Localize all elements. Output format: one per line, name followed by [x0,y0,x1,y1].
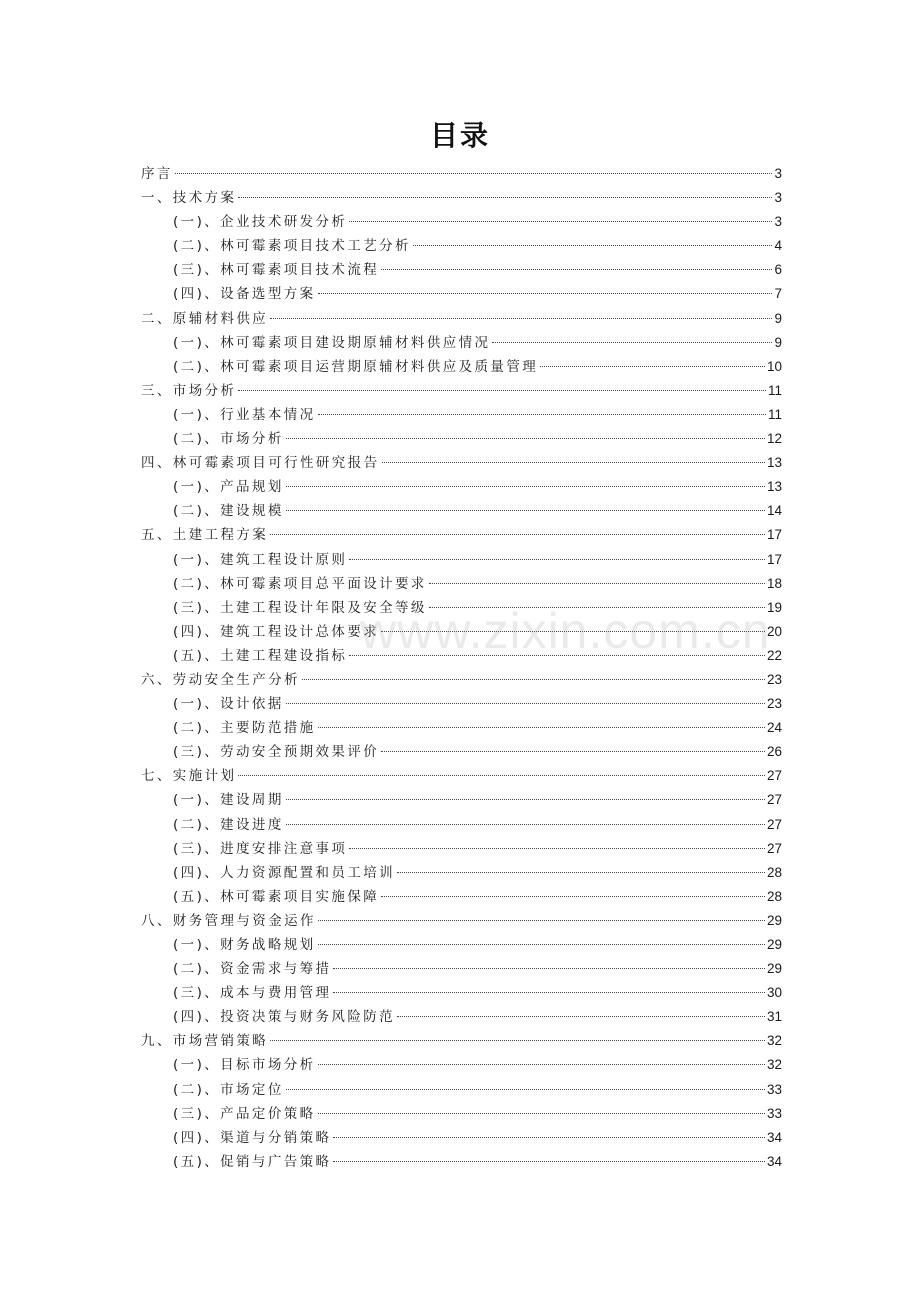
toc-entry-label: (一)、建设周期 [173,792,284,809]
toc-page-number: 6 [774,262,782,278]
toc-page-number: 9 [774,310,782,326]
toc-section-entry[interactable] [141,692,782,716]
toc-page-number: 32 [766,1033,782,1049]
toc-page-number: 3 [774,214,782,230]
toc-dot-leader [238,390,766,391]
page-title: 目录 [429,119,490,152]
toc-dot-leader [333,1137,765,1138]
toc-page-number: 34 [766,1153,782,1169]
toc-page-number: 10 [766,358,782,374]
toc-entry-label: (二)、市场定位 [173,1081,284,1098]
toc-section-entry[interactable] [141,885,782,909]
toc-entry-label: (四)、渠道与分销策略 [173,1129,332,1146]
toc-entry-label: 四、林可霉素项目可行性研究报告 [141,455,380,472]
toc-entry-label: (一)、行业基本情况 [173,406,316,423]
toc-dot-leader [349,848,765,849]
toc-section-entry[interactable] [141,572,782,596]
toc-dot-leader [286,510,765,511]
toc-dot-leader [333,1161,765,1162]
toc-dot-leader [270,1040,765,1041]
toc-section-entry[interactable] [141,210,782,234]
toc-page-number: 11 [767,382,782,398]
toc-chapter-entry[interactable] [141,162,782,186]
toc-page-number: 23 [766,671,782,687]
toc-section-entry[interactable] [141,861,782,885]
toc-entry-label: 六、劳动安全生产分析 [141,671,300,688]
toc-entry-label: 序言 [141,166,173,182]
toc-entry-label: (四)、人力资源配置和员工培训 [173,864,396,881]
toc-dot-leader [318,1064,765,1065]
toc-page-number: 11 [767,406,782,422]
toc-dot-leader [382,462,765,463]
toc-section-entry[interactable] [141,475,782,499]
toc-dot-leader [318,1113,765,1114]
toc-section-entry[interactable] [141,620,782,644]
toc-page-number: 20 [766,623,782,639]
toc-dot-leader [302,679,765,680]
toc-page-number: 7 [774,286,782,302]
toc-page-number: 27 [766,768,782,784]
toc-entry-label: (三)、成本与费用管理 [173,985,332,1002]
toc-section-entry[interactable] [141,499,782,523]
toc-page-number: 27 [766,792,782,808]
toc-entry-label: (一)、林可霉素项目建设期原辅材料供应情况 [173,334,491,351]
toc-entry-label: (二)、建设进度 [173,816,284,833]
toc-section-entry[interactable] [141,813,782,837]
toc-entry-label: (二)、资金需求与筹措 [173,961,332,978]
toc-dot-leader [381,269,772,270]
toc-dot-leader [238,775,765,776]
toc-entry-label: (四)、设备选型方案 [173,286,316,303]
toc-entry-label: (五)、促销与广告策略 [173,1153,332,1170]
toc-entry-label: (四)、投资决策与财务风险防范 [173,1009,396,1026]
toc-entry-label: (三)、劳动安全预期效果评价 [173,744,380,761]
toc-page-number: 4 [774,238,782,254]
toc-page-number: 3 [774,166,782,181]
toc-section-entry[interactable] [141,1126,782,1150]
toc-entry-label: (二)、主要防范措施 [173,720,316,737]
toc-dot-leader [270,318,772,319]
toc-chapter-entry[interactable] [141,379,782,403]
toc-page-number: 13 [766,479,782,495]
toc-entry-label: 七、实施计划 [141,768,237,785]
toc-dot-leader [318,293,773,294]
toc-entry-label: (二)、林可霉素项目运营期原辅材料供应及质量管理 [173,358,539,375]
watermark: www.zixin.com.cn [360,603,771,659]
toc-entry-label: 三、市场分析 [141,382,237,399]
toc-dot-leader [381,751,765,752]
toc-section-entry[interactable] [141,716,782,740]
toc-page-number: 19 [766,599,782,615]
toc-entry-label: 八、财务管理与资金运作 [141,912,316,929]
toc-page-number: 29 [766,912,782,928]
toc-page-number: 26 [766,744,782,760]
toc-section-entry[interactable] [141,1102,782,1126]
toc-dot-leader [270,534,765,535]
toc-section-entry[interactable] [141,788,782,812]
toc-page-number: 13 [766,455,782,471]
toc-dot-leader [333,992,765,993]
toc-dot-leader [286,486,765,487]
toc-chapter-entry[interactable] [141,1029,782,1053]
toc-section-entry[interactable] [141,1005,782,1029]
toc-chapter-entry[interactable] [141,307,782,331]
toc-section-entry[interactable] [141,740,782,764]
toc-dot-leader [286,1089,765,1090]
toc-dot-leader [318,944,765,945]
toc-page-number: 33 [766,1105,782,1121]
toc-dot-leader [333,968,765,969]
toc-dot-leader [429,607,765,608]
toc-dot-leader [286,824,765,825]
toc-page-number: 30 [766,985,782,1001]
toc-dot-leader [349,655,765,656]
toc-page-number: 24 [766,720,782,736]
toc-page-number: 27 [766,840,782,856]
toc-dot-leader [349,559,765,560]
toc-page-number: 18 [766,575,782,591]
toc-section-entry[interactable] [141,234,782,258]
toc-entry-label: (三)、土建工程设计年限及安全等级 [173,599,427,616]
toc-page-number: 17 [766,527,782,543]
toc-section-entry[interactable] [141,1150,782,1174]
toc-section-entry[interactable] [141,837,782,861]
toc-entry-label: (一)、目标市场分析 [173,1057,316,1074]
toc-entry-label: (五)、林可霉素项目实施保障 [173,888,380,905]
toc-page-number: 29 [766,937,782,952]
toc-page-number: 29 [766,961,782,977]
toc-section-entry[interactable] [141,548,782,572]
toc-page-number: 23 [766,696,782,712]
toc-section-entry[interactable] [141,1078,782,1102]
toc-section-entry[interactable] [141,427,782,451]
toc-page-number: 32 [766,1057,782,1073]
toc-section-entry[interactable] [141,403,782,427]
toc-dot-leader [397,1016,765,1017]
toc-dot-leader [429,583,765,584]
toc-dot-leader [175,173,773,174]
toc-entry-label: 一、技术方案 [141,190,237,207]
toc-entry-label: (二)、建设规模 [173,503,284,520]
toc-entry-label: 五、土建工程方案 [141,527,269,544]
toc-entry-label: (三)、林可霉素项目技术流程 [173,262,380,279]
toc-chapter-entry[interactable] [141,909,782,933]
toc-entry-label: (一)、财务战略规划 [173,937,316,953]
toc-chapter-entry[interactable] [141,186,782,210]
toc-dot-leader [286,438,765,439]
toc-page-number: 28 [766,888,782,904]
toc-dot-leader [492,342,772,343]
toc-section-entry[interactable] [141,355,782,379]
toc-chapter-entry[interactable] [141,668,782,692]
toc-entry-label: (一)、建筑工程设计原则 [173,551,348,568]
toc-entry-label: (一)、产品规划 [173,479,284,496]
toc-section-entry[interactable] [141,596,782,620]
toc-page-number: 31 [766,1009,782,1025]
toc-dot-leader [238,197,772,198]
toc-page-number: 17 [766,551,782,567]
toc-page-number: 22 [766,647,782,663]
toc-section-entry[interactable] [141,258,782,282]
toc-page-number: 12 [766,431,782,447]
toc-entry-label: (二)、市场分析 [173,431,284,448]
toc-entry-label: (三)、进度安排注意事项 [173,840,348,857]
toc-dot-leader [318,414,766,415]
toc-page-number: 34 [766,1129,782,1145]
toc-chapter-entry[interactable] [141,523,782,547]
toc-dot-leader [318,727,765,728]
toc-chapter-entry[interactable] [141,764,782,788]
toc-dot-leader [318,920,765,921]
toc-dot-leader [349,221,772,222]
toc-entry-label: (一)、设计依据 [173,696,284,713]
toc-section-entry[interactable] [141,644,782,668]
toc-entry-label: 二、原辅材料供应 [141,310,269,327]
toc-section-entry[interactable] [141,331,782,355]
table-of-contents [141,162,782,1174]
toc-page-number: 3 [774,190,782,206]
toc-entry-label: (四)、建筑工程设计总体要求 [173,623,380,640]
toc-dot-leader [381,631,765,632]
toc-section-entry[interactable] [141,933,782,957]
toc-entry-label: 九、市场营销策略 [141,1033,269,1050]
toc-section-entry[interactable] [141,1053,782,1077]
toc-dot-leader [413,245,773,246]
toc-chapter-entry[interactable] [141,451,782,475]
toc-dot-leader [286,703,765,704]
toc-entry-label: (二)、林可霉素项目总平面设计要求 [173,575,427,592]
toc-entry-label: (一)、企业技术研发分析 [173,214,348,231]
toc-page-number: 14 [766,503,782,519]
toc-section-entry[interactable] [141,981,782,1005]
toc-dot-leader [286,799,765,800]
toc-dot-leader [381,896,765,897]
toc-dot-leader [540,366,765,367]
toc-section-entry[interactable] [141,957,782,981]
toc-page-number: 27 [766,816,782,832]
toc-entry-label: (五)、土建工程建设指标 [173,647,348,664]
toc-page-number: 28 [766,864,782,880]
toc-dot-leader [397,872,765,873]
toc-section-entry[interactable] [141,282,782,306]
toc-entry-label: (三)、产品定价策略 [173,1105,316,1122]
toc-page-number: 9 [774,334,782,350]
toc-page-number: 33 [766,1081,782,1097]
toc-entry-label: (二)、林可霉素项目技术工艺分析 [173,238,411,255]
